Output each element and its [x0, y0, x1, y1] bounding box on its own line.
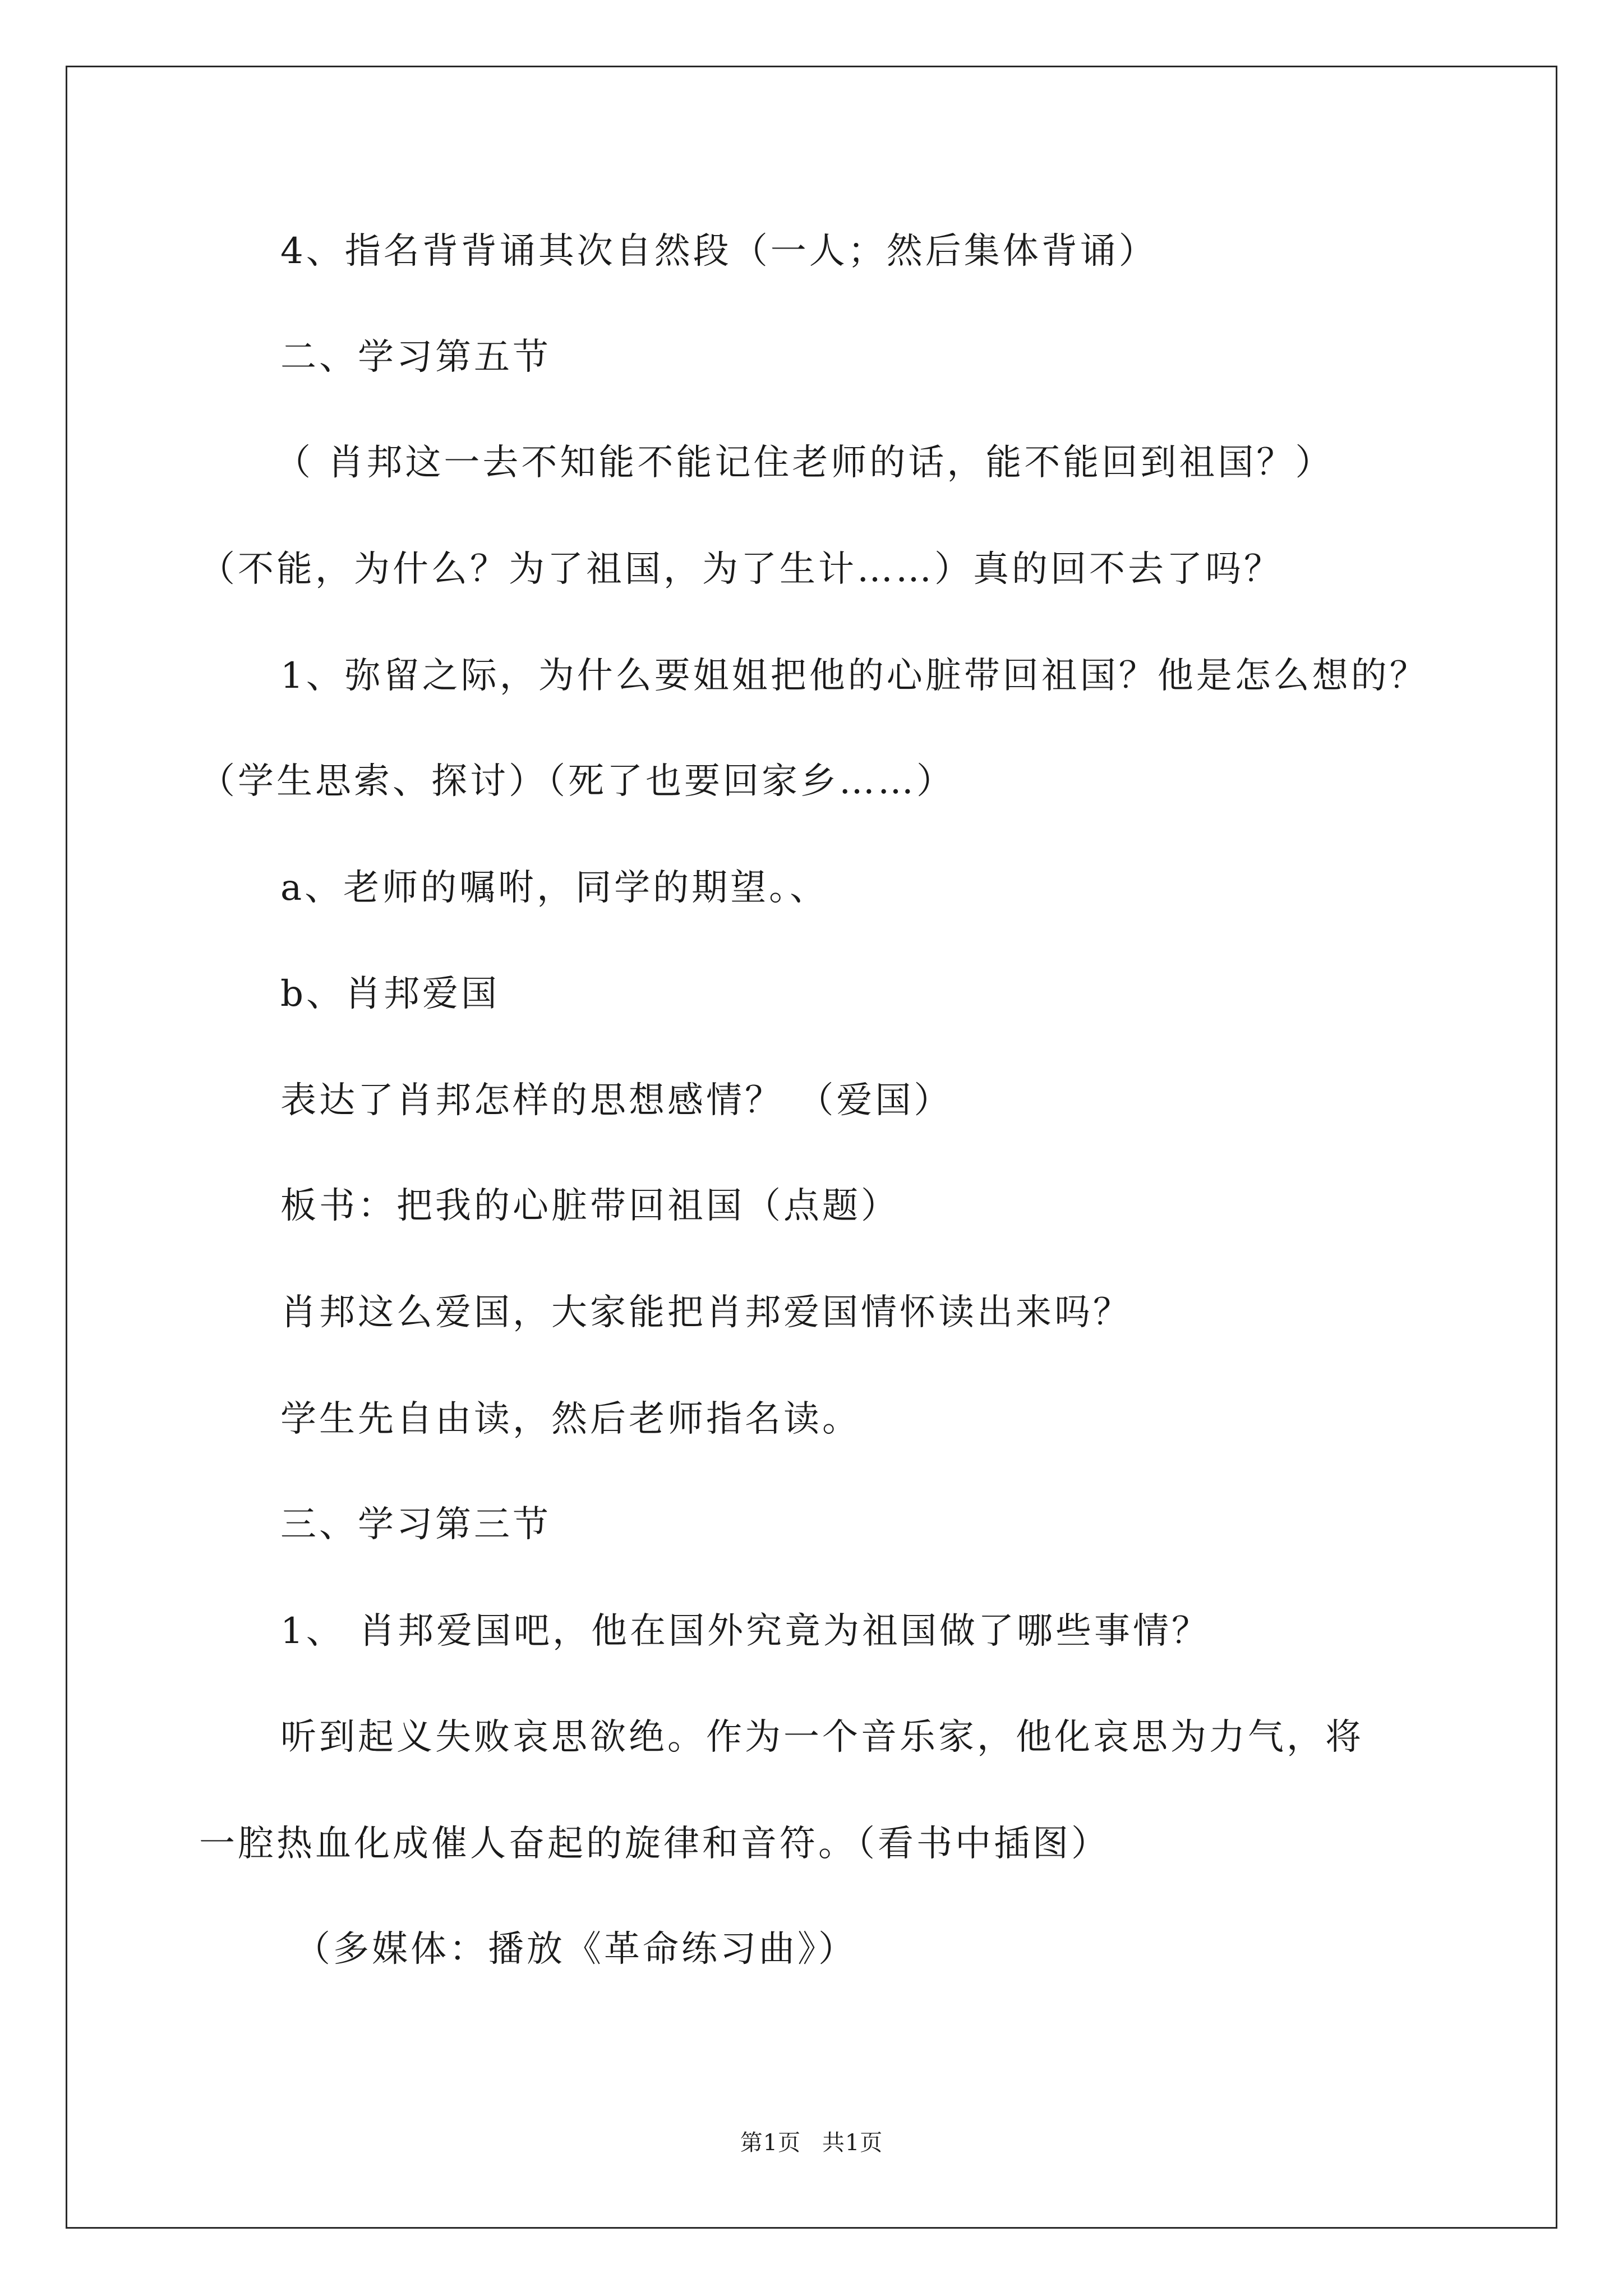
paragraph-line: a、老师的嘱咐，同学的期望。、: [280, 867, 829, 909]
paragraph-line: 一腔热血化成催人奋起的旋律和音符。（看书中插图）: [199, 1823, 1110, 1865]
paragraph-line: 4、指名背背诵其次自然段（一人；然后集体背诵）: [280, 231, 1158, 272]
paragraph-line: 1、 肖邦爱国吧，他在国外究竟为祖国做了哪些事情？: [280, 1611, 1211, 1652]
section-heading: 三、学习第三节: [280, 1504, 551, 1545]
paragraph-line: 1、弥留之际，为什么要姐姐把他的心脏带回祖国？他是怎么想的？: [280, 655, 1428, 697]
page-border: [66, 66, 1557, 2229]
paragraph-line: （学生思索、探讨）（死了也要回家乡……）: [199, 761, 955, 802]
page-total: 共1页: [822, 2130, 883, 2156]
paragraph-line: 听到起义失败哀思欲绝。作为一个音乐家，他化哀思为力气，将: [280, 1717, 1364, 1758]
paragraph-line: 板书：把我的心脏带回祖国（点题）: [280, 1185, 900, 1227]
paragraph-line: 肖邦这么爱国，大家能把肖邦爱国情怀读出来吗？: [280, 1292, 1132, 1333]
paragraph-line: （不能，为什么？为了祖国，为了生计……）真的回不去了吗？: [199, 549, 1283, 590]
page-footer: [0, 2129, 1623, 2157]
paragraph-line: 学生先自由读，然后老师指名读。: [280, 1398, 861, 1440]
paragraph-line: 表达了肖邦怎样的思想感情？ （爱国）: [280, 1080, 953, 1121]
paragraph-line: （ 肖邦这一去不知能不能记住老师的话，能不能回到祖国？）: [275, 442, 1334, 484]
paragraph-line: （多媒体：播放《革命练习曲》）: [294, 1929, 857, 1970]
paragraph-line: b、肖邦爱国: [280, 973, 500, 1015]
page-number: 第1页: [740, 2130, 801, 2156]
section-heading: 二、学习第五节: [280, 337, 551, 378]
